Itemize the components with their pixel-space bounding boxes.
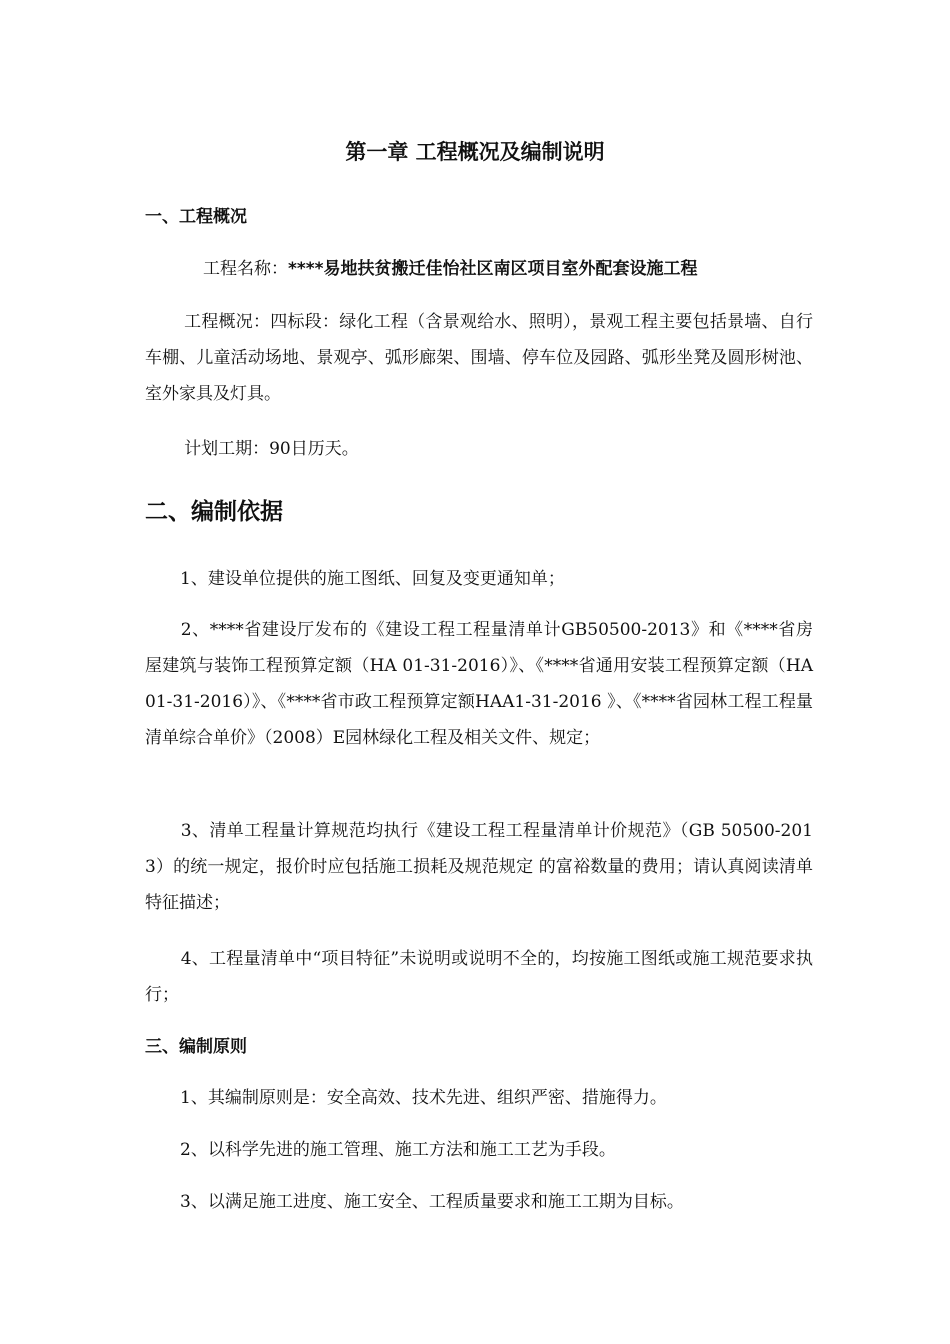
project-name-value: ****易地扶贫搬迁佳怡社区南区项目室外配套设施工程	[288, 259, 698, 279]
basis-item-3: 3、清单工程量计算规范均执行《建设工程工程量清单计价规范》（GB 50500-2013）的统一规定，报价时应包括施工损耗及规范规定 的富裕数量的费用；请认真阅读清单特征描述；	[145, 821, 813, 913]
project-name-label: 工程名称：	[203, 259, 288, 279]
section-heading-overview: 一、工程概况	[145, 207, 247, 227]
principle-item-2: 2、以科学先进的施工管理、施工方法和施工工艺为手段。	[180, 1140, 616, 1160]
principle-item-1: 1、其编制原则是：安全高效、技术先进、组织严密、措施得力。	[180, 1088, 667, 1108]
basis-item-1: 1、建设单位提供的施工图纸、回复及变更通知单；	[180, 569, 565, 589]
section-heading-principles: 三、编制原则	[145, 1037, 247, 1057]
basis-item-4: 4、工程量清单中“项目特征”未说明或说明不全的，均按施工图纸或施工规范要求执行；	[145, 949, 813, 1005]
section-heading-basis: 二、编制依据	[145, 499, 283, 525]
chapter-title: 第一章 工程概况及编制说明	[345, 140, 605, 164]
project-overview-paragraph: 工程概况：四标段：绿化工程（含景观给水、照明），景观工程主要包括景墙、自行车棚、儿童活动场地、景观亭、弧形廊架、围墙、停车位及园路、弧形坐凳及圆形树池、室外家具及灯具。	[145, 312, 813, 404]
project-name-line	[203, 254, 698, 284]
schedule-paragraph: 计划工期：90日历天。	[184, 439, 359, 459]
principle-item-3: 3、以满足施工进度、施工安全、工程质量要求和施工工期为目标。	[180, 1192, 684, 1212]
basis-item-2: 2、****省建设厅发布的《建设工程工程量清单计GB50500-2013》和《****省房屋建筑与装饰工程预算定额（HA 01-31-2016）》、《****省通用安装工程预算定额（HA 01-31-2016）》、《****省市政工程预算定额HAA1-31-2016 》、《****省园林工程工程量清单综合单价》（2008）E园林绿化工程及相关文件、规定；	[145, 620, 813, 748]
